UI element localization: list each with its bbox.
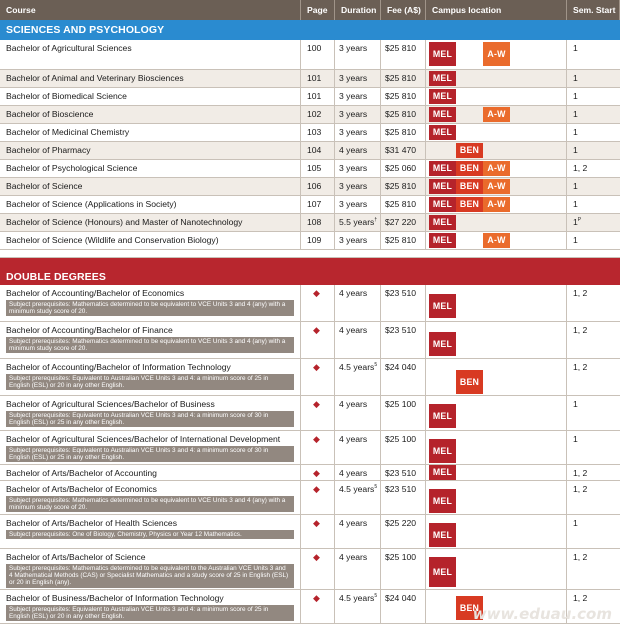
fee-cell: $25 810 bbox=[381, 178, 426, 195]
course-name: Bachelor of Agricultural Sciences/Bachelor of Business bbox=[6, 399, 215, 409]
campus-tag-mel: MEL bbox=[429, 107, 456, 122]
page-cell: ◆ bbox=[301, 322, 335, 358]
table-row bbox=[0, 196, 620, 214]
sem-start-cell bbox=[567, 106, 620, 123]
campus-tag-mel: MEL bbox=[429, 179, 456, 194]
sem-start-value: 1 bbox=[573, 73, 578, 83]
course-cell bbox=[0, 40, 301, 69]
course-name: Bachelor of Arts/Bachelor of Accounting bbox=[6, 468, 157, 478]
duration-value: 4.5 years bbox=[339, 593, 375, 603]
course-cell bbox=[0, 481, 301, 514]
header-fee: Fee (A$) bbox=[381, 0, 426, 20]
duration-cell bbox=[335, 178, 381, 195]
duration-cell bbox=[335, 431, 381, 464]
campus-tag-mel: MEL bbox=[429, 125, 456, 140]
double-degree-rows bbox=[0, 285, 620, 624]
sem-start-value: 1 bbox=[573, 199, 578, 209]
sem-start-value: 1 bbox=[573, 145, 578, 155]
table-row bbox=[0, 481, 620, 515]
sem-start-value: 1 bbox=[573, 43, 578, 53]
course-name: Bachelor of Accounting/Bachelor of Economics bbox=[6, 288, 185, 298]
prerequisites-note: Subject prerequisites: Mathematics determined to be equivalent to the Australian VCE Units 3 and 4 Mathematical Methods (CAS) or Specialist Mathematics and a study score of 25 in English (ESL) or 20 in English (any). bbox=[6, 564, 294, 588]
page-cell: 104 bbox=[301, 142, 335, 159]
campus-cell bbox=[426, 285, 567, 321]
header-page: Page bbox=[301, 0, 335, 20]
duration-cell bbox=[335, 124, 381, 141]
sem-start-value: 1, 2 bbox=[573, 288, 588, 298]
campus-cell bbox=[426, 515, 567, 548]
sem-start-cell bbox=[567, 465, 620, 480]
prerequisites-note: Subject prerequisites: Mathematics determined to be equivalent to VCE Units 3 and 4 (any) with a minimum study score of 20. bbox=[6, 300, 294, 316]
duration-cell bbox=[335, 70, 381, 87]
course-cell bbox=[0, 396, 301, 430]
duration-value: 4 years bbox=[339, 145, 368, 155]
duration-value: 4 years bbox=[339, 552, 368, 562]
header-course: Course bbox=[0, 0, 301, 20]
table-row bbox=[0, 142, 620, 160]
duration-value: 3 years bbox=[339, 43, 368, 53]
section-sciences-title: SCIENCES AND PSYCHOLOGY bbox=[0, 20, 620, 40]
duration-cell bbox=[335, 481, 381, 514]
table-row bbox=[0, 88, 620, 106]
course-name: Bachelor of Bioscience bbox=[6, 109, 94, 119]
campus-cell bbox=[426, 396, 567, 430]
campus-tag-ben: BEN bbox=[456, 370, 483, 394]
page-cell: ◆ bbox=[301, 549, 335, 589]
sem-start-cell bbox=[567, 396, 620, 430]
duration-value: 4.5 years bbox=[339, 362, 375, 372]
duration-cell bbox=[335, 196, 381, 213]
course-name: Bachelor of Science (Wildlife and Conservation Biology) bbox=[6, 235, 219, 245]
duration-footnote: † bbox=[374, 217, 378, 224]
duration-value: 4 years bbox=[339, 468, 368, 478]
fee-cell: $25 100 bbox=[381, 431, 426, 464]
campus-cell bbox=[426, 124, 567, 141]
duration-cell bbox=[335, 88, 381, 105]
header-campus: Campus location bbox=[426, 0, 567, 20]
prerequisites-note: Subject prerequisites: Mathematics determined to be equivalent to VCE Units 3 and 4 (any) with a minimum study score of 20. bbox=[6, 337, 294, 353]
prerequisites-note: Subject prerequisites: Equivalent to Australian VCE Units 3 and 4: a minimum score of 30 in English (ESL) or 25 in any other English. bbox=[6, 446, 294, 462]
section-double-title: DOUBLE DEGREES bbox=[0, 258, 620, 285]
campus-tag-mel: MEL bbox=[429, 215, 456, 230]
campus-tag-aw: A-W bbox=[483, 179, 510, 194]
page-cell: 103 bbox=[301, 124, 335, 141]
campus-tag-mel: MEL bbox=[429, 489, 456, 513]
duration-cell bbox=[335, 232, 381, 249]
sem-start-cell bbox=[567, 431, 620, 464]
table-row bbox=[0, 214, 620, 232]
campus-tag-mel: MEL bbox=[429, 404, 456, 428]
sem-start-cell bbox=[567, 70, 620, 87]
fee-cell: $25 810 bbox=[381, 106, 426, 123]
duration-footnote: 5 bbox=[374, 484, 378, 491]
table-row bbox=[0, 40, 620, 70]
campus-tag-aw: A-W bbox=[483, 107, 510, 122]
fee-cell: $25 810 bbox=[381, 88, 426, 105]
prerequisites-note: Subject prerequisites: Equivalent to Australian VCE Units 3 and 4: a minimum score of 25 in English (ESL) or 20 in any other English. bbox=[6, 605, 294, 621]
duration-footnote: 5 bbox=[374, 593, 378, 600]
campus-tag-mel: MEL bbox=[429, 557, 456, 587]
campus-cell bbox=[426, 142, 567, 159]
course-cell bbox=[0, 431, 301, 464]
course-cell bbox=[0, 232, 301, 249]
duration-value: 4.5 years bbox=[339, 484, 375, 494]
course-name: Bachelor of Business/Bachelor of Information Technology bbox=[6, 593, 224, 603]
page-cell: 108 bbox=[301, 214, 335, 231]
sem-start-value: 1, 2 bbox=[573, 593, 588, 603]
page-cell: ◆ bbox=[301, 285, 335, 321]
duration-cell bbox=[335, 465, 381, 480]
course-name: Bachelor of Agricultural Sciences bbox=[6, 43, 132, 53]
duration-value: 3 years bbox=[339, 127, 368, 137]
campus-tag-aw: A-W bbox=[483, 42, 510, 66]
fee-cell: $24 040 bbox=[381, 359, 426, 395]
course-name: Bachelor of Science (Honours) and Master of Nanotechnology bbox=[6, 217, 243, 227]
course-cell bbox=[0, 142, 301, 159]
campus-tag-mel: MEL bbox=[429, 42, 456, 66]
table-row bbox=[0, 232, 620, 250]
table-row bbox=[0, 106, 620, 124]
course-cell bbox=[0, 88, 301, 105]
campus-tag-mel: MEL bbox=[429, 71, 456, 86]
prerequisites-note: Subject prerequisites: One of Biology, Chemistry, Physics or Year 12 Mathematics. bbox=[6, 530, 294, 539]
sem-start-cell bbox=[567, 160, 620, 177]
sem-start-value: 1 bbox=[573, 399, 578, 409]
sem-start-value: 1, 2 bbox=[573, 468, 588, 478]
sem-start-value: 1 bbox=[573, 109, 578, 119]
campus-tag-mel: MEL bbox=[429, 523, 456, 547]
fee-cell: $25 100 bbox=[381, 396, 426, 430]
page-cell: 107 bbox=[301, 196, 335, 213]
sem-start-cell bbox=[567, 124, 620, 141]
sem-start-cell bbox=[567, 232, 620, 249]
fee-cell: $25 100 bbox=[381, 549, 426, 589]
duration-cell bbox=[335, 590, 381, 623]
campus-tag-ben: BEN bbox=[456, 179, 483, 194]
campus-tag-ben: BEN bbox=[456, 596, 483, 620]
campus-cell bbox=[426, 359, 567, 395]
sem-start-value: 1 bbox=[573, 181, 578, 191]
sem-start-cell bbox=[567, 40, 620, 69]
page-cell: 102 bbox=[301, 106, 335, 123]
campus-cell bbox=[426, 160, 567, 177]
page-cell: ◆ bbox=[301, 431, 335, 464]
course-name: Bachelor of Science bbox=[6, 181, 83, 191]
campus-tag-mel: MEL bbox=[429, 161, 456, 176]
fee-cell: $23 510 bbox=[381, 465, 426, 480]
campus-tag-aw: A-W bbox=[483, 161, 510, 176]
table-header bbox=[0, 0, 620, 20]
course-name: Bachelor of Arts/Bachelor of Health Sciences bbox=[6, 518, 178, 528]
duration-value: 5.5 years bbox=[339, 217, 375, 227]
duration-cell bbox=[335, 515, 381, 548]
course-name: Bachelor of Arts/Bachelor of Economics bbox=[6, 484, 157, 494]
page-cell: 106 bbox=[301, 178, 335, 195]
duration-value: 3 years bbox=[339, 163, 368, 173]
fee-cell: $25 810 bbox=[381, 232, 426, 249]
campus-cell bbox=[426, 431, 567, 464]
duration-value: 3 years bbox=[339, 91, 368, 101]
fee-cell: $25 220 bbox=[381, 515, 426, 548]
fee-cell: $25 810 bbox=[381, 40, 426, 69]
section-spacer bbox=[0, 250, 620, 258]
fee-cell: $25 810 bbox=[381, 124, 426, 141]
sem-start-value: 1 bbox=[573, 127, 578, 137]
fee-cell: $23 510 bbox=[381, 322, 426, 358]
sciences-rows bbox=[0, 40, 620, 250]
course-cell bbox=[0, 322, 301, 358]
sem-start-value: 1 bbox=[573, 217, 578, 227]
duration-value: 3 years bbox=[339, 109, 368, 119]
duration-value: 3 years bbox=[339, 181, 368, 191]
duration-value: 4 years bbox=[339, 288, 368, 298]
sem-start-value: 1, 2 bbox=[573, 325, 588, 335]
course-cell bbox=[0, 590, 301, 623]
duration-value: 3 years bbox=[339, 199, 368, 209]
campus-cell bbox=[426, 88, 567, 105]
course-name: Bachelor of Biomedical Science bbox=[6, 91, 127, 101]
campus-cell bbox=[426, 70, 567, 87]
course-name: Bachelor of Psychological Science bbox=[6, 163, 138, 173]
campus-tag-mel: MEL bbox=[429, 197, 456, 212]
page-cell: 101 bbox=[301, 70, 335, 87]
sem-start-value: 1 bbox=[573, 91, 578, 101]
duration-value: 4 years bbox=[339, 399, 368, 409]
duration-cell bbox=[335, 359, 381, 395]
sem-start-value: 1, 2 bbox=[573, 484, 588, 494]
course-cell bbox=[0, 178, 301, 195]
sem-start-value: 1 bbox=[573, 235, 578, 245]
fee-cell: $25 810 bbox=[381, 70, 426, 87]
table-row bbox=[0, 178, 620, 196]
course-name: Bachelor of Medicinal Chemistry bbox=[6, 127, 130, 137]
sem-start-cell bbox=[567, 142, 620, 159]
fee-cell: $23 510 bbox=[381, 285, 426, 321]
course-cell bbox=[0, 549, 301, 589]
sem-start-cell bbox=[567, 178, 620, 195]
campus-cell bbox=[426, 214, 567, 231]
course-cell bbox=[0, 70, 301, 87]
campus-tag-aw: A-W bbox=[483, 197, 510, 212]
campus-cell bbox=[426, 232, 567, 249]
page-cell: ◆ bbox=[301, 396, 335, 430]
campus-cell bbox=[426, 465, 567, 480]
duration-value: 3 years bbox=[339, 235, 368, 245]
sem-start-cell bbox=[567, 515, 620, 548]
page-cell: ◆ bbox=[301, 481, 335, 514]
sem-start-value: 1 bbox=[573, 518, 578, 528]
page-cell: ◆ bbox=[301, 465, 335, 480]
course-cell bbox=[0, 285, 301, 321]
campus-tag-mel: MEL bbox=[429, 294, 456, 318]
course-cell bbox=[0, 359, 301, 395]
header-sem-start: Sem. Start bbox=[567, 0, 620, 20]
campus-tag-aw: A-W bbox=[483, 233, 510, 248]
page-cell: 100 bbox=[301, 40, 335, 69]
page-cell: 101 bbox=[301, 88, 335, 105]
table-row bbox=[0, 515, 620, 549]
course-cell bbox=[0, 515, 301, 548]
duration-value: 4 years bbox=[339, 325, 368, 335]
prerequisites-note: Subject prerequisites: Mathematics determined to be equivalent to VCE Units 3 and 4 (any) with a minimum study score of 20. bbox=[6, 496, 294, 512]
sem-start-cell bbox=[567, 549, 620, 589]
fee-cell: $23 510 bbox=[381, 481, 426, 514]
duration-cell bbox=[335, 322, 381, 358]
page-cell: ◆ bbox=[301, 515, 335, 548]
sem-start-value: 1, 2 bbox=[573, 163, 588, 173]
sem-start-cell bbox=[567, 322, 620, 358]
table-row bbox=[0, 124, 620, 142]
course-cell bbox=[0, 214, 301, 231]
campus-cell bbox=[426, 322, 567, 358]
duration-value: 3 years bbox=[339, 73, 368, 83]
sem-start-cell bbox=[567, 88, 620, 105]
campus-tag-mel: MEL bbox=[429, 332, 456, 356]
sem-start-cell bbox=[567, 196, 620, 213]
campus-tag-ben: BEN bbox=[456, 197, 483, 212]
campus-tag-ben: BEN bbox=[456, 143, 483, 158]
sem-start-cell bbox=[567, 214, 620, 231]
course-name: Bachelor of Accounting/Bachelor of Finance bbox=[6, 325, 173, 335]
campus-cell bbox=[426, 106, 567, 123]
campus-cell bbox=[426, 40, 567, 69]
page-cell: 105 bbox=[301, 160, 335, 177]
course-name: Bachelor of Animal and Veterinary Biosciences bbox=[6, 73, 184, 83]
duration-cell bbox=[335, 106, 381, 123]
sem-start-value: 1 bbox=[573, 434, 578, 444]
campus-tag-ben: BEN bbox=[456, 161, 483, 176]
table-row bbox=[0, 465, 620, 481]
course-name: Bachelor of Accounting/Bachelor of Information Technology bbox=[6, 362, 231, 372]
sem-start-value: 1, 2 bbox=[573, 552, 588, 562]
duration-cell bbox=[335, 214, 381, 231]
course-cell bbox=[0, 465, 301, 480]
prerequisites-note: Subject prerequisites: Equivalent to Australian VCE Units 3 and 4: a minimum score of 25 in English (ESL) or 20 in any other English. bbox=[6, 374, 294, 390]
duration-footnote: 5 bbox=[374, 362, 378, 369]
duration-cell bbox=[335, 285, 381, 321]
course-cell bbox=[0, 196, 301, 213]
campus-cell bbox=[426, 196, 567, 213]
campus-tag-mel: MEL bbox=[429, 465, 456, 480]
duration-value: 4 years bbox=[339, 518, 368, 528]
fee-cell: $27 220 bbox=[381, 214, 426, 231]
watermark: www.eduau.com bbox=[472, 605, 612, 623]
page-cell: ◆ bbox=[301, 359, 335, 395]
table-row bbox=[0, 160, 620, 178]
sem-start-value: 1, 2 bbox=[573, 362, 588, 372]
sem-start-cell bbox=[567, 359, 620, 395]
duration-cell bbox=[335, 549, 381, 589]
fee-cell: $25 810 bbox=[381, 196, 426, 213]
sem-start-cell bbox=[567, 285, 620, 321]
table-row bbox=[0, 322, 620, 359]
table-row bbox=[0, 431, 620, 465]
sem-footnote: P bbox=[577, 217, 582, 224]
campus-tag-mel: MEL bbox=[429, 233, 456, 248]
prerequisites-note: Subject prerequisites: Equivalent to Australian VCE Units 3 and 4: a minimum score of 30 in English (ESL) or 25 in any other English. bbox=[6, 411, 294, 427]
campus-cell bbox=[426, 178, 567, 195]
campus-tag-mel: MEL bbox=[429, 89, 456, 104]
duration-value: 4 years bbox=[339, 434, 368, 444]
duration-cell bbox=[335, 160, 381, 177]
course-cell bbox=[0, 160, 301, 177]
duration-cell bbox=[335, 142, 381, 159]
duration-cell bbox=[335, 396, 381, 430]
campus-cell bbox=[426, 481, 567, 514]
page-cell: ◆ bbox=[301, 590, 335, 623]
course-name: Bachelor of Pharmacy bbox=[6, 145, 91, 155]
table-row bbox=[0, 396, 620, 431]
fee-cell: $24 040 bbox=[381, 590, 426, 623]
fee-cell: $31 470 bbox=[381, 142, 426, 159]
course-cell bbox=[0, 124, 301, 141]
duration-cell bbox=[335, 40, 381, 69]
course-name: Bachelor of Agricultural Sciences/Bachelor of International Development bbox=[6, 434, 281, 444]
page-cell: 109 bbox=[301, 232, 335, 249]
table-row bbox=[0, 70, 620, 88]
header-duration: Duration bbox=[335, 0, 381, 20]
table-row bbox=[0, 285, 620, 322]
fee-cell: $25 060 bbox=[381, 160, 426, 177]
campus-tag-mel: MEL bbox=[429, 439, 456, 463]
table-row bbox=[0, 549, 620, 590]
campus-cell bbox=[426, 549, 567, 589]
table-row bbox=[0, 359, 620, 396]
sem-start-cell bbox=[567, 481, 620, 514]
course-cell bbox=[0, 106, 301, 123]
course-name: Bachelor of Arts/Bachelor of Science bbox=[6, 552, 146, 562]
course-name: Bachelor of Science (Applications in Society) bbox=[6, 199, 177, 209]
